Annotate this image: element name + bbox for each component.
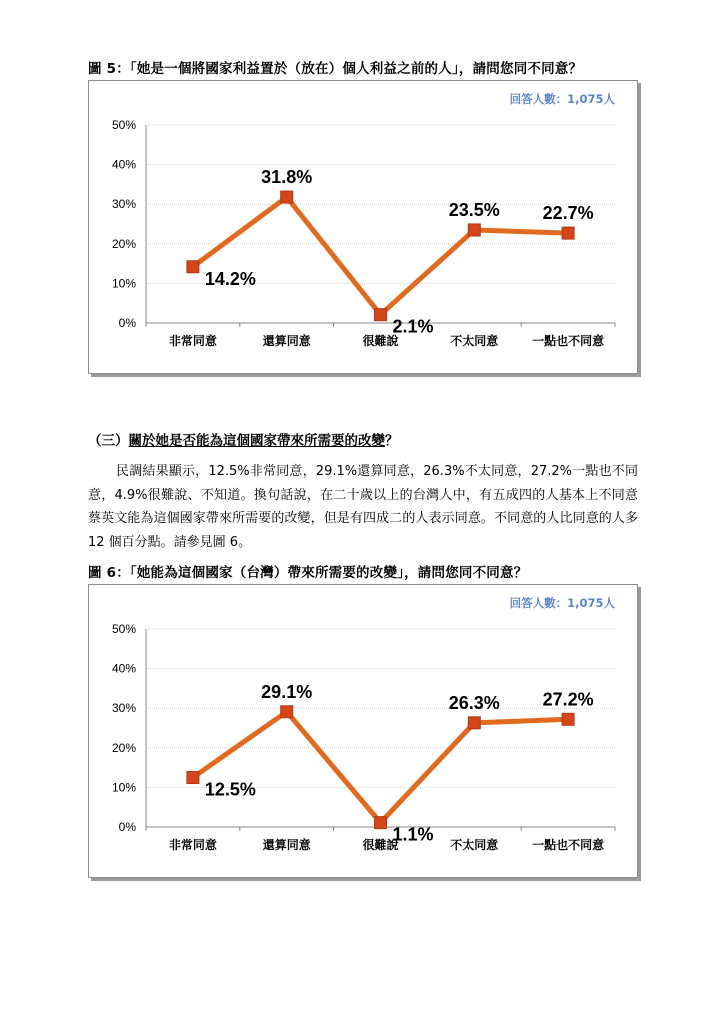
data-label: 2.1% — [392, 316, 434, 337]
y-tick-label: 50% — [111, 622, 136, 636]
figure6-chart — [88, 584, 638, 878]
series-line — [193, 712, 568, 823]
data-label: 26.3% — [448, 692, 500, 713]
figure6-caption: 圖 6：「她能為這個國家（台灣）帶來所需要的改變」，請問您同不同意？ — [88, 565, 528, 581]
y-tick-label: 20% — [111, 236, 136, 251]
figure6-line-chart — [89, 585, 637, 877]
data-label: 12.5% — [204, 779, 256, 800]
figure5-chart — [88, 80, 638, 374]
y-tick-label: 0% — [118, 820, 136, 834]
y-tick-label: 30% — [111, 701, 136, 716]
category-label: 很難說 — [362, 334, 399, 348]
y-tick-label: 10% — [111, 276, 136, 291]
data-label: 22.7% — [542, 203, 594, 224]
section-heading-text: 關於她是否能為這個國家帶來所需要的改變 — [128, 433, 385, 449]
figure5-respondents: 回答人數：1,075人 — [509, 92, 615, 106]
y-tick-label: 0% — [118, 316, 136, 330]
category-label: 非常同意 — [168, 334, 217, 348]
figure5-caption: 圖 5：「她是一個將國家利益置於（放在）個人利益之前的人」，請問您同不同意？ — [88, 61, 583, 77]
data-point — [281, 191, 293, 203]
figure5-line-chart — [89, 81, 637, 373]
data-point — [468, 224, 480, 236]
y-tick-label: 10% — [111, 780, 136, 795]
section-heading-prefix: （三） — [88, 433, 129, 449]
y-tick-label: 30% — [111, 197, 136, 212]
data-point — [187, 261, 199, 273]
figure6-respondents: 回答人數：1,075人 — [509, 596, 615, 610]
data-point — [375, 817, 387, 829]
section-heading — [88, 429, 399, 449]
section-heading-suffix: ？ — [385, 433, 399, 449]
data-label: 27.2% — [542, 689, 594, 710]
category-label: 一點也不同意 — [532, 334, 605, 348]
category-label: 不太同意 — [450, 334, 499, 348]
y-tick-label: 50% — [111, 118, 136, 132]
y-tick-label: 40% — [111, 661, 136, 676]
category-label: 還算同意 — [262, 334, 311, 348]
data-point — [562, 227, 574, 239]
y-tick-label: 40% — [111, 157, 136, 172]
data-label: 14.2% — [204, 268, 256, 289]
data-point — [375, 309, 387, 321]
data-label: 31.8% — [261, 167, 313, 188]
data-point — [187, 772, 199, 784]
category-label: 很難說 — [362, 838, 399, 852]
data-point — [562, 713, 574, 725]
y-tick-label: 20% — [111, 740, 136, 755]
series-line — [193, 197, 568, 315]
category-label: 非常同意 — [168, 838, 217, 852]
data-label: 1.1% — [392, 824, 434, 845]
category-label: 還算同意 — [262, 838, 311, 852]
data-label: 23.5% — [448, 199, 500, 220]
category-label: 不太同意 — [450, 838, 499, 852]
data-label: 29.1% — [261, 681, 313, 702]
section-paragraph: 民調結果顯示，12.5%非常同意，29.1%還算同意，26.3%不太同意，27.2%一點也不同意，4.9%很難說、不知道。換句話說，在二十歲以上的台灣人中，有五成四的人基本上不同意蔡英文能為這個國家帶來所需要的改變，但是有四成二的人表示同意。不同意的人比同意的人多 12 個百分點。請參見圖 6。 — [88, 464, 638, 550]
category-label: 一點也不同意 — [532, 838, 605, 852]
data-point — [281, 706, 293, 718]
data-point — [468, 717, 480, 729]
